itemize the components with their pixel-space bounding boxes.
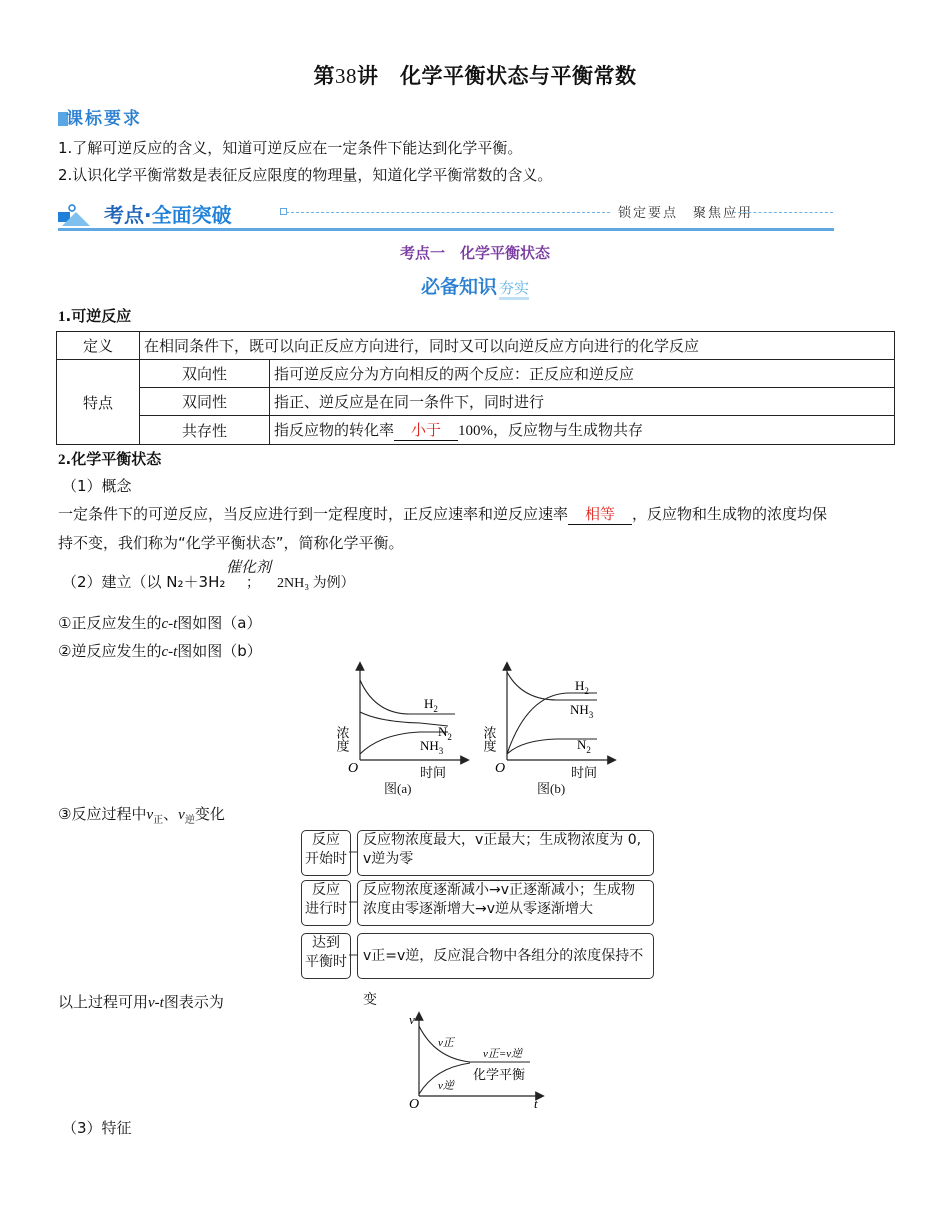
table-cell: 定义 bbox=[57, 332, 140, 360]
origin: O bbox=[409, 1097, 420, 1112]
table-row bbox=[57, 416, 895, 445]
ct-line-1: ①正反应发生的c-t图如图（a） bbox=[58, 614, 262, 632]
table-cell: 在相同条件下，既可以向正反应方向进行，同时又可以向逆反应方向进行的化学反应 bbox=[140, 332, 895, 360]
concept-text-1: 一定条件下的可逆反应，当反应进行到一定程度时，正反应速率和逆反应速率 相等 ，反应物和生成物的浓度均保 bbox=[58, 505, 828, 523]
caption-a: 图(a) bbox=[384, 781, 412, 796]
flow-stage-text: 反应物浓度逐渐减小→v正逐渐减小；生成物 浓度由零逐渐增大→v逆从零逐渐增大 bbox=[357, 880, 654, 926]
y-axis-label: v bbox=[409, 1012, 415, 1027]
concept-label: （1）概念 bbox=[62, 477, 132, 495]
banner-decoration-icon bbox=[58, 202, 98, 230]
establish-label: （2）建立（以 N₂＋3H₂ bbox=[62, 573, 226, 591]
answer-blank: 相等 bbox=[568, 503, 632, 525]
label-equal: v正=v逆 bbox=[483, 1048, 523, 1060]
section-2-heading: 2.化学平衡状态 bbox=[58, 450, 162, 468]
banner-title: 考点·全面突破 bbox=[104, 203, 232, 227]
reversible-reaction-table bbox=[56, 331, 895, 445]
table-cell: 双向性 bbox=[140, 360, 270, 388]
banner-subtitle: 锁定要点 聚焦应用 bbox=[618, 206, 754, 221]
table-cell: 共存性 bbox=[140, 416, 270, 445]
kaodian-heading: 考点一 化学平衡状态 bbox=[399, 244, 550, 262]
caption-b: 图(b) bbox=[537, 781, 566, 796]
flow-stage-text: v正=v逆，反应混合物中各组分的浓度保持不变 bbox=[357, 933, 654, 979]
table-cell: 指正、逆反应是在同一条件下，同时进行 bbox=[270, 388, 895, 416]
label-n2: $N_2$ bbox=[438, 724, 452, 742]
section-1-heading: 1.可逆反应 bbox=[58, 307, 132, 325]
requirements-tag: 课标要求 bbox=[58, 104, 152, 128]
flow-stage-label: 反应 开始时 bbox=[301, 830, 351, 876]
concept-text-2: 持不变，我们称为“化学平衡状态”，简称化学平衡。 bbox=[58, 534, 404, 552]
label-v-reverse: v逆 bbox=[438, 1080, 454, 1092]
label-nh3: $NH_3$ bbox=[420, 738, 444, 756]
table-cell: 指反应物的转化率 小于 100%，反应物与生成物共存 bbox=[270, 416, 895, 445]
section-banner bbox=[58, 198, 834, 232]
label-equilibrium: 化学平衡 bbox=[473, 1067, 526, 1082]
y-label: 浓度 bbox=[334, 726, 350, 752]
label-n2: $N_2$ bbox=[577, 737, 591, 755]
x-label: 时间 bbox=[571, 765, 598, 780]
table-cell: 双同性 bbox=[140, 388, 270, 416]
table-cell: 特点 bbox=[57, 360, 140, 445]
label-h2: $H_2$ bbox=[424, 696, 438, 714]
answer-blank: 小于 bbox=[394, 419, 458, 441]
requirement-item-1: 1.了解可逆反应的含义，知道可逆反应在一定条件下能达到化学平衡。 bbox=[58, 139, 523, 157]
table-cell: 指可逆反应分为方向相反的两个反应：正反应和逆反应 bbox=[270, 360, 895, 388]
table-row bbox=[57, 332, 895, 360]
label-nh3: $NH_3$ bbox=[570, 702, 594, 720]
label-h2: $H_2$ bbox=[575, 678, 589, 696]
rate-change-line: ③反应过程中$v_正$、$v_逆$变化 bbox=[58, 805, 225, 826]
vt-intro-line: 以上过程可用v-t图表示为 bbox=[58, 993, 224, 1011]
flow-stage-label: 反应 进行时 bbox=[301, 880, 351, 926]
table-row bbox=[57, 360, 895, 388]
features-label: （3）特征 bbox=[62, 1119, 132, 1137]
graph-a bbox=[334, 662, 470, 792]
requirement-item-2: 2.认识化学平衡常数是表征反应限度的物理量，知道化学平衡常数的含义。 bbox=[58, 166, 553, 184]
x-label: 时间 bbox=[420, 765, 447, 780]
vt-graph bbox=[405, 1012, 555, 1112]
bibei-heading: 必备知识 夯实 bbox=[420, 276, 530, 298]
ct-line-2: ②逆反应发生的c-t图如图（b） bbox=[58, 642, 262, 660]
page-title: 第38讲 化学平衡状态与平衡常数 bbox=[313, 64, 637, 88]
flow-stage-text: 反应物浓度最大，v正最大；生成物浓度为 0, v逆为零 bbox=[357, 830, 654, 876]
origin: O bbox=[348, 761, 359, 776]
label-v-forward: v正 bbox=[438, 1037, 454, 1049]
flow-stage-label: 达到 平衡时 bbox=[301, 933, 351, 979]
equilibrium-arrow: ； bbox=[246, 575, 260, 591]
origin: O bbox=[495, 761, 506, 776]
graph-b bbox=[481, 662, 617, 792]
y-label: 浓度 bbox=[481, 726, 497, 752]
x-axis-label: t bbox=[534, 1096, 538, 1111]
establish-tail: 2NH₃ 为例） bbox=[277, 576, 355, 591]
curve-h2 bbox=[360, 680, 455, 714]
catalyst-label: 催化剂 bbox=[226, 560, 272, 576]
table-row bbox=[57, 388, 895, 416]
